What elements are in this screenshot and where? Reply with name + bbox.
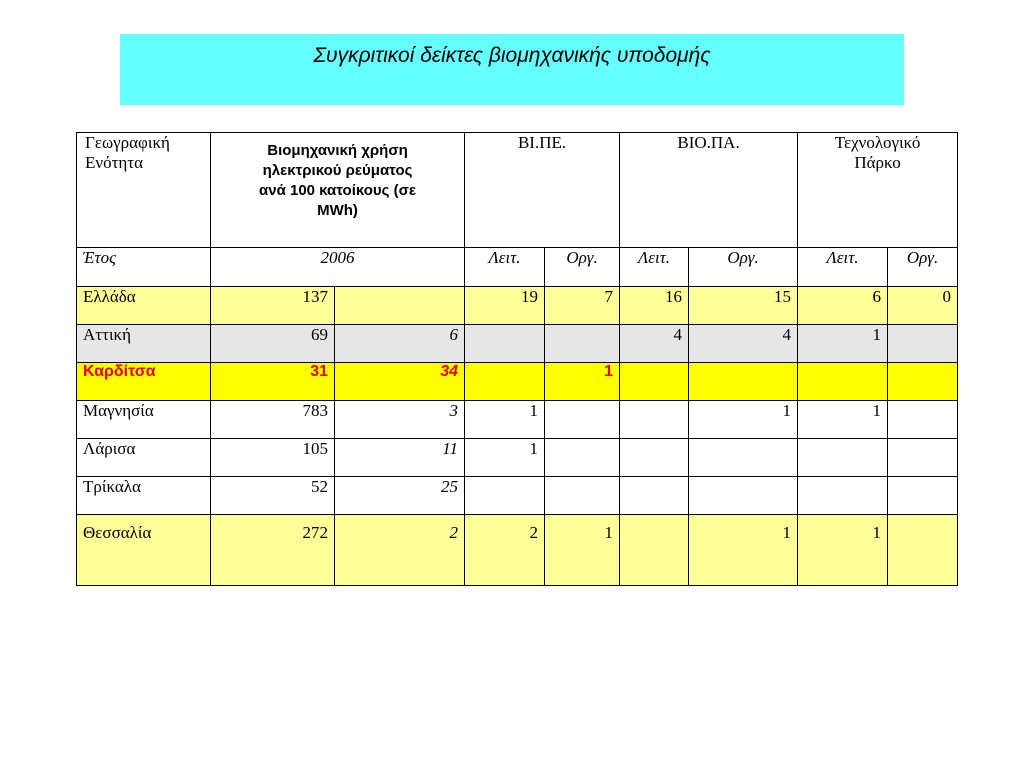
- cell: [545, 477, 620, 515]
- cell: 2: [335, 515, 465, 586]
- row-name: Θεσσαλία: [77, 515, 211, 586]
- cell: 25: [335, 477, 465, 515]
- header-viopa: ΒΙΟ.ΠΑ.: [620, 133, 798, 248]
- cell: 105: [211, 439, 335, 477]
- header-elec-line2: ηλεκτρικού ρεύματος: [262, 162, 413, 179]
- cell: 6: [335, 325, 465, 363]
- row-name: Λάρισα: [77, 439, 211, 477]
- viopa-org: Οργ.: [689, 248, 798, 287]
- title-banner: [120, 34, 904, 105]
- cell: [888, 401, 958, 439]
- header-electricity: [211, 133, 465, 248]
- cell: 1: [545, 363, 620, 401]
- cell: [465, 325, 545, 363]
- table-row: [77, 325, 958, 363]
- cell: 15: [689, 287, 798, 325]
- header-elec-line1: Βιομηχανική χρήση: [267, 142, 408, 159]
- cell: [620, 401, 689, 439]
- table-row-highlighted: [77, 363, 958, 401]
- header-tech-line1: Τεχνολογικό: [834, 133, 921, 152]
- cell: 52: [211, 477, 335, 515]
- cell: [798, 363, 888, 401]
- subheader-row: [77, 248, 958, 287]
- row-name: Αττική: [77, 325, 211, 363]
- header-row: [77, 133, 958, 248]
- cell: [888, 439, 958, 477]
- cell: [545, 325, 620, 363]
- cell: [888, 477, 958, 515]
- cell: [798, 439, 888, 477]
- year-label: Έτος: [77, 248, 211, 287]
- indicators-table: [76, 132, 958, 586]
- cell: [888, 325, 958, 363]
- tech-leit: Λειτ.: [798, 248, 888, 287]
- row-name: Τρίκαλα: [77, 477, 211, 515]
- cell: 1: [545, 515, 620, 586]
- page-title: Συγκριτικοί δείκτες βιομηχανικής υποδομής: [313, 44, 711, 67]
- cell: 1: [689, 401, 798, 439]
- cell: 137: [211, 287, 335, 325]
- cell: 31: [211, 363, 335, 401]
- viopa-leit: Λειτ.: [620, 248, 689, 287]
- cell: [689, 439, 798, 477]
- row-name: Καρδίτσα: [77, 363, 211, 401]
- cell: 4: [689, 325, 798, 363]
- cell: [888, 363, 958, 401]
- header-tech-line2: Πάρκο: [854, 153, 901, 172]
- tech-org: Οργ.: [888, 248, 958, 287]
- cell: 2: [465, 515, 545, 586]
- cell: [689, 363, 798, 401]
- cell: 1: [798, 515, 888, 586]
- cell: 272: [211, 515, 335, 586]
- header-geo-line1: Γεωγραφική: [85, 133, 170, 152]
- header-elec-line3: ανά 100 κατοίκους (σε: [259, 182, 416, 199]
- cell: 1: [689, 515, 798, 586]
- table-row: [77, 439, 958, 477]
- cell: 1: [798, 325, 888, 363]
- header-vipe: ΒΙ.ΠΕ.: [465, 133, 620, 248]
- year-value: 2006: [211, 248, 465, 287]
- cell: 19: [465, 287, 545, 325]
- cell: 1: [465, 439, 545, 477]
- cell: [888, 515, 958, 586]
- row-name: Μαγνησία: [77, 401, 211, 439]
- cell: 16: [620, 287, 689, 325]
- cell: 34: [335, 363, 465, 401]
- cell: [620, 477, 689, 515]
- cell: [798, 477, 888, 515]
- table-row: [77, 515, 958, 586]
- cell: [620, 363, 689, 401]
- cell: [465, 363, 545, 401]
- cell: [545, 401, 620, 439]
- header-geo: [77, 133, 211, 248]
- table-row: [77, 477, 958, 515]
- cell: [335, 287, 465, 325]
- cell: [689, 477, 798, 515]
- cell: 3: [335, 401, 465, 439]
- row-name: Ελλάδα: [77, 287, 211, 325]
- cell: 6: [798, 287, 888, 325]
- table-row: [77, 401, 958, 439]
- cell: [620, 515, 689, 586]
- table-row: [77, 287, 958, 325]
- cell: [465, 477, 545, 515]
- vipe-org: Οργ.: [545, 248, 620, 287]
- header-tech-park: [798, 133, 958, 248]
- cell: 0: [888, 287, 958, 325]
- header-elec-line4: MWh): [317, 202, 358, 219]
- cell: [620, 439, 689, 477]
- header-geo-line2: Ενότητα: [85, 153, 144, 172]
- cell: 783: [211, 401, 335, 439]
- cell: 11: [335, 439, 465, 477]
- cell: [545, 439, 620, 477]
- cell: 1: [798, 401, 888, 439]
- cell: 4: [620, 325, 689, 363]
- vipe-leit: Λειτ.: [465, 248, 545, 287]
- cell: 7: [545, 287, 620, 325]
- cell: 69: [211, 325, 335, 363]
- cell: 1: [465, 401, 545, 439]
